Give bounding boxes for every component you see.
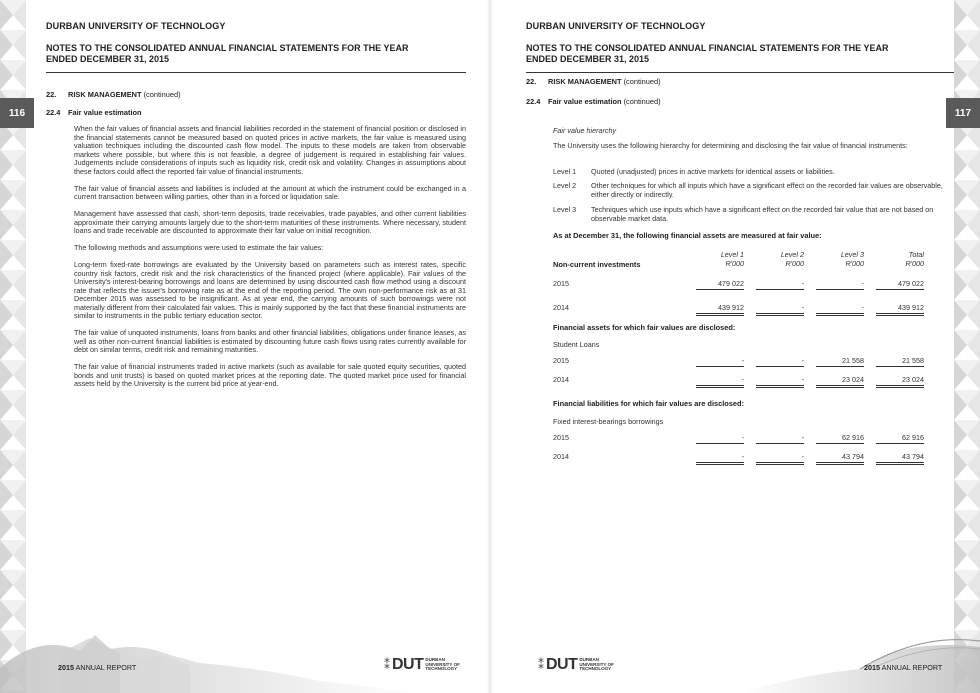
table-cell: -: [756, 375, 804, 388]
table-cell: -: [696, 356, 744, 367]
subsection-title: Fair value estimation: [68, 108, 142, 117]
section-title: RISK MANAGEMENT: [548, 77, 622, 86]
table-cell: 43 794: [816, 452, 864, 465]
column-name: Level 3: [840, 250, 864, 259]
table-cell: 43 794: [876, 452, 924, 465]
column-unit: R'000: [905, 258, 924, 268]
column-unit: R'000: [845, 258, 864, 268]
liabilities-heading: Financial liabilities for which fair values are disclosed:: [553, 399, 744, 408]
footer-annual-report-left: [58, 663, 136, 672]
notes-title-line-1: NOTES TO THE CONSOLIDATED ANNUAL FINANCIAL STATEMENTS FOR THE YEAR: [526, 43, 889, 53]
section-heading: [526, 77, 661, 86]
level-text: Quoted (unadjusted) prices in active markets for identical assets or liabilities.: [591, 167, 835, 176]
notes-title-line-1: NOTES TO THE CONSOLIDATED ANNUAL FINANCIAL STATEMENTS FOR THE YEAR: [46, 43, 409, 53]
page-gutter: [487, 0, 493, 693]
footer-stadium-illustration: [740, 613, 980, 693]
section-title: RISK MANAGEMENT: [68, 90, 142, 99]
subsection-title: Fair value estimation: [548, 97, 622, 106]
header-divider: [526, 72, 954, 73]
hierarchy-level-1: [553, 168, 951, 177]
left-page: [46, 0, 466, 693]
table-cell: -: [756, 356, 804, 367]
header-divider: [46, 72, 466, 73]
section-number: 22.: [46, 90, 57, 99]
footer-report-label: ANNUAL REPORT: [881, 663, 943, 672]
hierarchy-level-2: [553, 182, 951, 199]
table-cell: 21 558: [876, 356, 924, 367]
row-group-label: Non-current investments: [553, 260, 641, 269]
table-cell: -: [696, 452, 744, 465]
column-name: Total: [908, 250, 924, 259]
right-page: [526, 0, 954, 693]
column-unit: R'000: [725, 258, 744, 268]
hierarchy-level-3: [553, 206, 951, 223]
table-cell: 23 024: [816, 375, 864, 388]
row-year: 2015: [553, 356, 569, 365]
column-header-level-3: [814, 251, 864, 268]
section-continued: (continued): [143, 90, 181, 99]
table-cell: 479 022: [696, 279, 744, 290]
row-year: 2015: [553, 433, 569, 442]
hierarchy-title: Fair value hierarchy: [553, 126, 617, 135]
table-cell: -: [756, 303, 804, 316]
assets-heading: Financial assets for which fair values are disclosed:: [553, 323, 736, 332]
logo-line: DURBAN: [579, 657, 599, 663]
table-cell: 479 022: [876, 279, 924, 290]
level-text: Techniques which use inputs which have a significant effect on the recorded fair value that are not based on observable market data.: [591, 205, 934, 223]
dut-logo-right: [538, 656, 614, 674]
assets-subheading: Student Loans: [553, 340, 600, 349]
column-name: Level 1: [720, 250, 744, 259]
table-cell: -: [816, 303, 864, 316]
table-cell: -: [756, 433, 804, 444]
logo-line: TECHNOLOGY: [579, 666, 612, 672]
page-number-right: 117: [946, 98, 980, 128]
dut-logo-mark: DUT: [546, 656, 578, 673]
table-cell: -: [756, 452, 804, 465]
table-cell: 439 912: [696, 303, 744, 316]
subsection-heading: [46, 108, 142, 117]
page-number-left: 116: [0, 98, 34, 128]
row-year: 2014: [553, 375, 569, 384]
dut-logo-text: [425, 658, 459, 672]
table-cell: 62 916: [816, 433, 864, 444]
column-name: Level 2: [780, 250, 804, 259]
table-cell: 62 916: [876, 433, 924, 444]
notes-title: [46, 43, 466, 65]
row-year: 2014: [553, 452, 569, 461]
subsection-continued: (continued): [623, 97, 661, 106]
paragraph: The fair value of unquoted instruments, loans from banks and other financial liabilities, obligations under finance leases, as well as other non-current financial liabilities is estimated by discounting future cash flows using rates currently available for debt on similar terms, credit risk and remaining maturities.: [74, 328, 466, 354]
paragraph: The following methods and assumptions were used to estimate the fair values:: [74, 243, 324, 252]
column-unit: R'000: [785, 258, 804, 268]
paragraph: Management have assessed that cash, short-term deposits, trade receivables, trade payables, and other current liabilities approximate their carrying amounts largely due to the short-term maturities of these instruments. Where necessary, student loans and trade receivable are discounted to approximate their fair value on initial recognition.: [74, 209, 466, 235]
fair-value-body: [74, 125, 466, 397]
paragraph: Long-term fixed-rate borrowings are evaluated by the University based on parameters such as interest rates, specific country risk factors, credit risk and the risk characteristics of the financed project (where applicable). Fair values of the University's interest-bearing borrowings and loans are determined by using discounted cash flow method using a discount rate that reflects the issuer's borrowing rate as at the end of the reporting period. The own non-performance risk as at 31 December 2015 was assessed to be insignificant. As at year end, the carrying amounts of such borrowings were not materially different from their calculated fair values. This is mainly supported by the fact that these financial instruments are similar to instruments in the public tertiary education sector.: [74, 260, 466, 320]
liabilities-subheading: Fixed interest-bearings borrowings: [553, 417, 664, 426]
footer-report-label: ANNUAL REPORT: [75, 663, 137, 672]
dut-logo-text: [579, 658, 613, 672]
table-cell: -: [756, 279, 804, 290]
notes-title-line-2: ENDED DECEMBER 31, 2015: [526, 54, 650, 64]
subsection-heading: [526, 97, 661, 106]
level-key: Level 3: [553, 205, 577, 214]
paragraph: When the fair values of financial assets and financial liabilities recorded in the statement of financial position or disclosed in the financial statements cannot be measured based on quoted prices in active markets, the fair value is measured using valuation techniques including the discounted cash flow model. The inputs to these models are taken from observable markets where possible, but where this is not feasible, a degree of judgement is required in establishing fair values. Judgements include considerations of inputs such as liquidity risk, credit risk and volatility. Changes in assumptions about these factors could affect the reported fair value of financial instruments.: [74, 124, 466, 176]
measured-heading: As at December 31, the following financial assets are measured at fair value:: [553, 231, 822, 240]
row-year: 2015: [553, 279, 569, 288]
row-year: 2014: [553, 303, 569, 312]
org-name: DURBAN UNIVERSITY OF TECHNOLOGY: [526, 21, 706, 31]
logo-line: DURBAN: [425, 657, 445, 663]
dut-logo-icon: ⁑: [384, 658, 390, 672]
logo-line: UNIVERSITY OF: [579, 661, 614, 667]
section-continued: (continued): [623, 77, 661, 86]
table-cell: 21 558: [816, 356, 864, 367]
table-cell: -: [816, 279, 864, 290]
notes-title-line-2: ENDED DECEMBER 31, 2015: [46, 54, 170, 64]
column-header-total: [874, 251, 924, 268]
paragraph: The fair value of financial instruments traded in active markets (such as available for sale quoted equity securities, quoted bonds and unit trusts) is based on quoted market prices at the reporting date. The quoted market price used for financial assets held by the University is the current bid price at year-end.: [74, 362, 466, 388]
section-heading: [46, 90, 181, 99]
subsection-number: 22.4: [46, 108, 61, 117]
table-cell: 439 912: [876, 303, 924, 316]
footer-year: 2015: [58, 663, 74, 672]
footer-annual-report-right: [864, 663, 942, 672]
level-text: Other techniques for which all inputs which have a significant effect on the recorded fair values are observable, either directly or indirectly.: [591, 181, 943, 199]
section-number: 22.: [526, 77, 537, 86]
footer-year: 2015: [864, 663, 880, 672]
hierarchy-intro: The University uses the following hierarchy for determining and disclosing the fair value of financial instruments:: [553, 141, 908, 150]
level-key: Level 2: [553, 181, 577, 190]
subsection-number: 22.4: [526, 97, 541, 106]
dut-logo-left: [384, 656, 460, 674]
logo-line: TECHNOLOGY: [425, 666, 458, 672]
column-header-level-1: [694, 251, 744, 268]
level-key: Level 1: [553, 167, 577, 176]
org-name: DURBAN UNIVERSITY OF TECHNOLOGY: [46, 21, 226, 31]
logo-line: UNIVERSITY OF: [425, 661, 460, 667]
footer-campus-illustration: [0, 613, 420, 693]
table-cell: -: [696, 375, 744, 388]
column-header-level-2: [754, 251, 804, 268]
table-cell: -: [696, 433, 744, 444]
dut-logo-mark: DUT: [392, 656, 424, 673]
notes-title: [526, 43, 946, 65]
dut-logo-icon: ⁑: [538, 658, 544, 672]
table-cell: 23 024: [876, 375, 924, 388]
paragraph: The fair value of financial assets and liabilities is included at the amount at which the instrument could be exchanged in a current transaction between willing parties, other than in a forced or liquidation sale.: [74, 183, 466, 201]
